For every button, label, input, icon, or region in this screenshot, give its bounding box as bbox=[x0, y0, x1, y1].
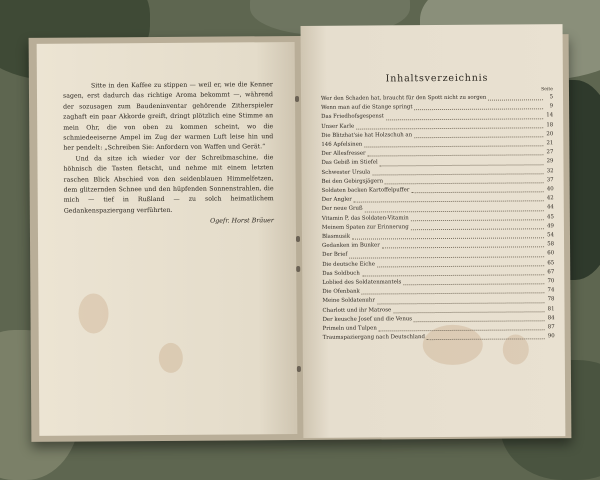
open-booklet bbox=[29, 34, 572, 442]
toc-leader-dots bbox=[368, 155, 544, 157]
age-stain bbox=[78, 293, 108, 333]
toc-entry-page: 44 bbox=[546, 204, 554, 211]
toc-entry-title: Charlott und ihr Matrose bbox=[322, 307, 392, 314]
toc-leader-dots bbox=[403, 284, 544, 286]
toc-entry-title: Wenn man auf die Stange springt bbox=[321, 104, 413, 112]
toc-leader-dots bbox=[377, 302, 545, 304]
toc-entry-page: 37 bbox=[546, 177, 554, 184]
toc-leader-dots bbox=[364, 146, 543, 148]
toc-entry-title: Gedanken im Bunker bbox=[322, 242, 380, 250]
toc-entry-title: Das Soldbuch bbox=[322, 270, 360, 277]
toc-leader-dots bbox=[377, 265, 544, 267]
toc-leader-dots bbox=[411, 219, 544, 221]
toc-entry-page: 87 bbox=[547, 324, 555, 331]
toc-entry-title: Der Angler bbox=[321, 196, 352, 204]
toc-entry-page: 54 bbox=[547, 232, 555, 239]
toc-leader-dots bbox=[356, 127, 543, 129]
toc-entry-title: Blasmusik bbox=[321, 233, 351, 240]
toc-leader-dots bbox=[393, 311, 544, 313]
toc-entry-title: Die Blitzhat'sie hat Holzschuh an bbox=[321, 132, 413, 139]
toc-entry-page: 5 bbox=[549, 94, 554, 101]
toc-entry-page: 14 bbox=[546, 112, 554, 119]
toc-leader-dots bbox=[411, 192, 543, 194]
binding-stitch bbox=[296, 236, 300, 242]
toc-entry-title: Der keusche Josef und die Venus bbox=[322, 316, 413, 323]
toc-entry-page: 18 bbox=[546, 121, 554, 128]
toc-entry-page: 60 bbox=[547, 250, 555, 257]
toc-leader-dots bbox=[362, 274, 544, 276]
toc-entry-page: 9 bbox=[549, 103, 554, 110]
toc-entry-page: 32 bbox=[546, 167, 554, 174]
toc-leader-dots bbox=[380, 164, 544, 166]
toc-entry-title: Wer den Schaden hat, braucht für den Spott nicht zu sorgen bbox=[321, 94, 487, 102]
toc-entry-title: 146 Apfelsinen bbox=[321, 141, 363, 148]
toc-entry-title: Die deutsche Eiche bbox=[322, 261, 375, 268]
toc-entry-title: Der Brief bbox=[322, 252, 348, 259]
toc-entry-title: Das Friedhofsgespenst bbox=[321, 113, 384, 121]
toc-leader-dots bbox=[411, 228, 544, 230]
toc-entry-page: 21 bbox=[546, 140, 554, 147]
toc-entry-title: Meine Soldatenuhr bbox=[322, 297, 375, 305]
toc-entry-page: 20 bbox=[546, 131, 554, 138]
toc-leader-dots bbox=[352, 238, 544, 240]
toc-entry-title: Vitamin P, das Soldaten-Vitamin bbox=[321, 214, 409, 222]
age-stain bbox=[159, 343, 183, 373]
toc-leader-dots bbox=[386, 118, 543, 120]
toc-list bbox=[321, 93, 555, 343]
right-page bbox=[301, 24, 566, 438]
toc-entry-page: 78 bbox=[547, 296, 555, 303]
page-column-label: Seite bbox=[541, 87, 553, 93]
toc-entry-title: Unser Karle bbox=[321, 123, 355, 130]
toc-entry-page: 84 bbox=[547, 315, 555, 322]
toc-entry-page: 58 bbox=[547, 241, 555, 248]
toc-entry-page: 74 bbox=[547, 287, 555, 294]
toc-leader-dots bbox=[372, 173, 543, 175]
story-paragraph: Sitte in den Kaffee zu stippen — weil er, wie die Kenner sagen, erst dadurch das richtige Aroma bekommt —, während der sozusagen zum Baudeninventar gehörende Zitherspieler zaghaft ein paar Akkorde greift, dringt plötzlich eine Stimme an mein Ohr, die von oben zu kommen scheint, wo die schmiedeeiserne Ampel im Zug der warmen Luft leise hin und her pendelt: „Schreiben Sie: Anfordern von Waffen und Gerät.“ bbox=[62, 81, 274, 153]
toc-leader-dots bbox=[382, 247, 544, 249]
toc-entry-page: 27 bbox=[546, 149, 554, 156]
toc-entry-page: 65 bbox=[547, 259, 555, 266]
toc-leader-dots bbox=[354, 201, 544, 203]
toc-leader-dots bbox=[362, 293, 545, 295]
toc-entry-title: Primeln und Tulpen bbox=[322, 325, 377, 332]
toc-entry-page: 49 bbox=[547, 223, 554, 230]
toc-leader-dots bbox=[385, 182, 544, 184]
toc-leader-dots bbox=[414, 136, 543, 138]
toc-leader-dots bbox=[488, 100, 543, 101]
toc-entry-page: 40 bbox=[546, 186, 554, 193]
toc-entry-title: Soldaten backen Kartoffelpuffer bbox=[321, 187, 410, 194]
story-text bbox=[63, 80, 274, 226]
toc-entry-page: 81 bbox=[547, 305, 555, 312]
toc-entry-title: Schwester Ursula bbox=[321, 169, 371, 176]
toc-leader-dots bbox=[349, 256, 544, 258]
toc-entry-page: 90 bbox=[547, 333, 555, 340]
toc-entry-title: Die Ofenbank bbox=[322, 288, 360, 296]
toc-leader-dots bbox=[365, 210, 544, 212]
toc-entry-title: Meinem Spaten zur Erinnerung bbox=[321, 224, 409, 231]
toc-entry-page: 45 bbox=[546, 213, 554, 220]
binding-stitch bbox=[295, 96, 299, 102]
table-of-contents bbox=[321, 72, 555, 343]
toc-entry-title: Der neue Gruß bbox=[321, 205, 363, 213]
toc-title: Inhaltsverzeichnis bbox=[385, 72, 489, 85]
toc-entry-page: 70 bbox=[547, 278, 555, 285]
binding-stitch bbox=[296, 266, 300, 272]
toc-entry-title: Loblied des Soldatenmantels bbox=[322, 279, 402, 286]
author-signature: Ogefr. Horst Bräuer bbox=[210, 217, 274, 225]
toc-entry-title: Das Gebiß im Stiefel bbox=[321, 159, 378, 167]
toc-entry-title: Bei den Gebirgsjägern bbox=[321, 178, 384, 185]
story-paragraph: Und da sitze ich wieder vor der Schreibmaschine, die höhnisch die Tasten fletscht, und nehme mit einem letzten raschen Blick Abschied von den seidenblauen Himmelfetzen, dem glitzernden Schnee und den hüpfenden Sonnenstrahlen, die mich — tief in Rußland — zu solch heimatlichem Gedankenspaziergang verführten. bbox=[63, 154, 274, 215]
left-page bbox=[37, 42, 298, 436]
toc-leader-dots bbox=[379, 330, 545, 332]
binding-stitch bbox=[297, 366, 301, 372]
toc-entry-title: Der Allesfresser bbox=[321, 150, 366, 158]
toc-entry bbox=[323, 333, 555, 344]
toc-leader-dots bbox=[427, 339, 545, 341]
toc-entry-page: 29 bbox=[546, 158, 554, 165]
toc-entry-page: 67 bbox=[547, 269, 555, 276]
toc-leader-dots bbox=[415, 109, 544, 111]
toc-entry-page: 42 bbox=[546, 195, 554, 202]
toc-entry-title: Traumspaziergang nach Deutschland bbox=[322, 334, 425, 342]
toc-leader-dots bbox=[414, 320, 545, 322]
